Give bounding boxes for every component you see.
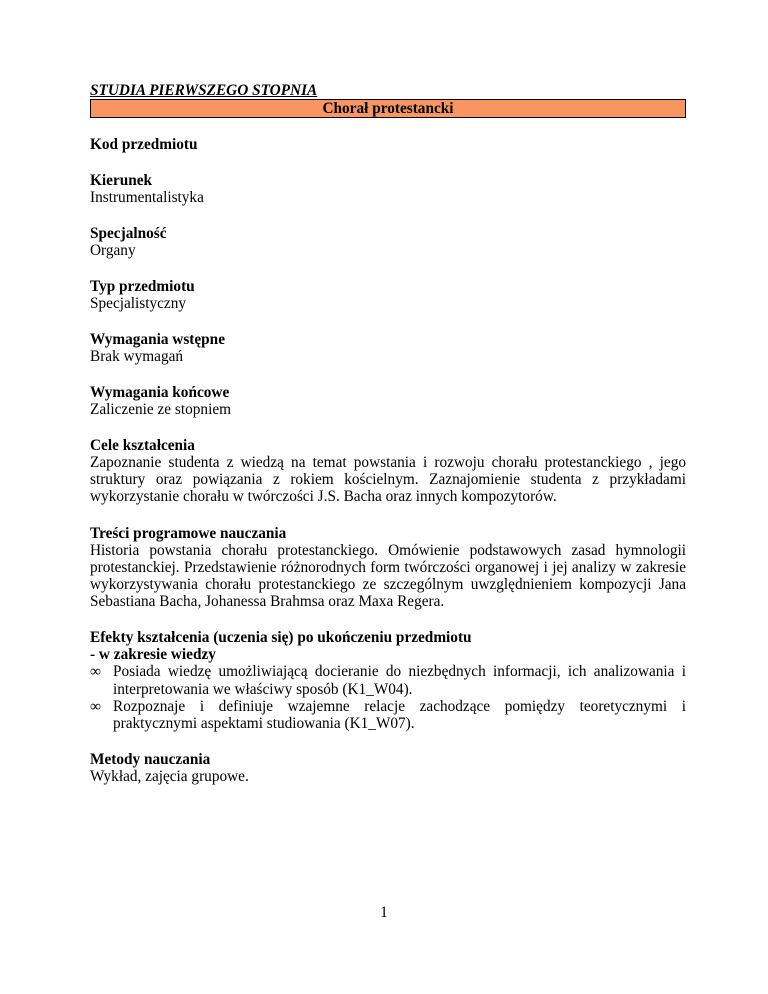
section-prerequisites	[90, 331, 686, 365]
section-program-content	[90, 525, 686, 611]
course-title-bar: Chorał protestancki	[90, 99, 686, 118]
learning-outcomes-label: Efekty kształcenia (uczenia się) po ukończeniu przedmiotu	[90, 629, 472, 647]
section-course-code	[90, 136, 686, 153]
learning-outcomes-list	[90, 663, 686, 732]
specialty-label: Specjalność	[90, 225, 167, 242]
specialty-value: Organy	[90, 242, 136, 259]
learning-outcomes-sublabel: - w zakresie wiedzy	[90, 646, 216, 664]
page-number: 1	[380, 904, 388, 921]
teaching-methods-value: Wykład, zajęcia grupowe.	[90, 768, 249, 786]
list-item	[90, 663, 686, 697]
section-field	[90, 172, 686, 206]
section-specialty	[90, 225, 686, 259]
learning-goals-label: Cele kształcenia	[90, 437, 195, 454]
outcome-text: Posiada wiedzę umożliwiającą docieranie do niezbędnych informacji, ich analizowania i interpretowania we właściwy sposób (K1_W04).	[113, 663, 686, 698]
list-item	[90, 698, 686, 732]
section-learning-goals	[90, 437, 686, 506]
section-final-requirements	[90, 384, 686, 418]
section-learning-outcomes	[90, 629, 686, 732]
outcome-text: Rozpoznaje i definiuje wzajemne relacje zachodzące pomiędzy teoretycznymi i praktycznymi aspektami studiowania (K1_W07).	[113, 697, 686, 733]
prerequisites-label: Wymagania wstępne	[90, 331, 225, 348]
document-page	[90, 82, 686, 785]
field-value: Instrumentalistyka	[90, 189, 204, 206]
course-code-label: Kod przedmiotu	[90, 136, 198, 153]
program-content-text: Historia powstania chorału protestanckiego. Omówienie podstawowych zasad hymnologii protestanckiej. Przedstawienie różnorodnych form twórczości organowej i jej analizy w zakresie wykorzystywania chorału protestanckiego ze szczególnym uwzględnieniem kompozycji Jana Sebastiana Bacha, Johanessa Brahmsa oraz Maxa Regera.	[90, 541, 686, 611]
infinity-bullet-icon: ∞	[90, 697, 101, 715]
learning-goals-text: Zapoznanie studenta z wiedzą na temat powstania i rozwoju chorału protestanckiego , jego struktury oraz powiązania z rokiem kościelnym. Zaznajomienie studenta z przykładami wykorzystanie chorału w twórczości J.S. Bacha oraz innych kompozytorów.	[90, 454, 686, 506]
section-teaching-methods	[90, 751, 686, 785]
program-content-label: Treści programowe nauczania	[90, 524, 287, 542]
course-type-label: Typ przedmiotu	[90, 278, 195, 295]
course-type-value: Specjalistyczny	[90, 295, 187, 312]
field-label: Kierunek	[90, 172, 153, 189]
final-requirements-value: Zaliczenie ze stopniem	[90, 401, 232, 418]
infinity-bullet-icon: ∞	[90, 663, 101, 681]
section-course-type	[90, 278, 686, 312]
teaching-methods-label: Metody nauczania	[90, 751, 211, 769]
final-requirements-label: Wymagania końcowe	[90, 384, 230, 401]
prerequisites-value: Brak wymagań	[90, 348, 184, 365]
study-level-heading: STUDIA PIERWSZEGO STOPNIA	[90, 82, 318, 99]
